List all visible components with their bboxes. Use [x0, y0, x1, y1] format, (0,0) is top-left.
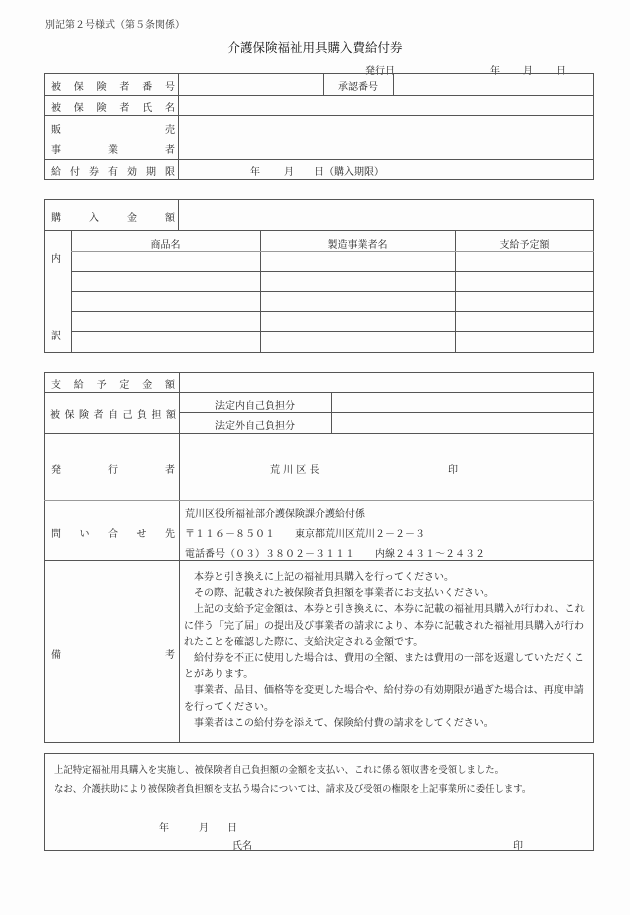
label-char: 付: [70, 167, 80, 178]
label-char: 保: [64, 410, 75, 421]
label-char: 番: [142, 82, 153, 93]
label-char: 自: [108, 410, 118, 421]
label-char: 険: [96, 82, 107, 93]
label-char: 合: [108, 529, 118, 540]
label-char: 者: [119, 103, 130, 114]
approval-number-label: 承認番号: [338, 82, 378, 93]
contact-address: 〒１１６－８５０１ 東京都荒川区荒川２－２－３: [185, 529, 425, 540]
label-char: 担: [151, 410, 162, 421]
label-char: 定: [119, 380, 130, 391]
label-char: 金: [127, 213, 137, 224]
issue-year-label: 年: [490, 66, 500, 77]
remarks-text: [184, 570, 592, 732]
label-char: 者: [165, 465, 175, 476]
label-char: 券: [89, 167, 99, 178]
label-char: 購: [51, 213, 61, 224]
purchase-amount-label: [51, 209, 175, 224]
remark-paragraph: 事業者、品目、価格等を変更した場合や、給付券の有効期限が過ぎた場合は、再度申請を行ってください。: [184, 685, 584, 713]
label-char: 事: [51, 145, 61, 156]
label-char: 負: [137, 410, 147, 421]
label-char: 先: [165, 529, 175, 540]
insured-number-label: [51, 78, 175, 93]
label-char: 備: [51, 650, 61, 661]
scheduled-amount-cell[interactable]: [456, 272, 593, 290]
label-char: 者: [93, 410, 104, 421]
label-char: 考: [165, 650, 175, 661]
product-name-cell[interactable]: [72, 332, 259, 350]
divider: [44, 500, 594, 501]
issue-month-label: 月: [523, 66, 533, 77]
insured-name-label: [51, 99, 175, 114]
label-char: 業: [108, 145, 118, 156]
statutory-in-field[interactable]: [332, 393, 592, 411]
label-char: 限: [165, 167, 175, 178]
label-char: い: [79, 529, 90, 540]
remark-paragraph: その際、記載された被保険者負担額を事業者にお支払いください。: [194, 588, 494, 600]
label-char: 額: [164, 380, 175, 391]
label-char: 名: [164, 103, 175, 114]
label-char: 保: [73, 82, 84, 93]
divider: [44, 159, 594, 160]
receipt-year: 年: [159, 823, 169, 834]
label-char: 販: [51, 125, 61, 136]
approval-number-field[interactable]: [394, 74, 592, 94]
self-pay-label: [50, 406, 176, 421]
statutory-out-label: 法定外自己負担分: [215, 421, 295, 432]
statutory-out-field[interactable]: [332, 413, 592, 432]
label-char: 発: [51, 465, 61, 476]
scheduled-amount-cell[interactable]: [456, 332, 593, 350]
manufacturer-cell[interactable]: [261, 312, 454, 330]
product-name-cell[interactable]: [72, 252, 259, 270]
insured-name-field[interactable]: [179, 96, 592, 114]
form-identifier: 別記第２号様式（第５条関係）: [45, 20, 185, 31]
label-char: 期: [146, 167, 156, 178]
name-label: 氏名: [232, 841, 252, 852]
contact-label: [51, 525, 175, 540]
label-char: 額: [166, 410, 176, 421]
remark-paragraph: 上記の支給予定金額は、本券と引き換えに、本券に記載の福祉用具購入が行われ、これに伴う「完了届」の提出及び事業者の請求により、本券に記載された福祉用具購入が行われたことを確認した際に、支給決定される金額です。: [184, 604, 585, 648]
issuer-seal: 印: [448, 465, 458, 476]
divider: [44, 560, 594, 561]
signature-seal: 印: [513, 841, 523, 852]
divider: [44, 433, 594, 434]
label-char: 額: [165, 213, 175, 224]
validity-month: 月: [284, 167, 294, 178]
contact-phone: 電話番号（０３）３８０２－３１１１ 内線２４３１～２４３２: [185, 549, 485, 560]
vendor-label-line2: [51, 141, 175, 156]
receipt-month: 月: [199, 823, 209, 834]
label-char: 効: [127, 167, 137, 178]
issuer-label: [51, 461, 175, 476]
label-char: 給: [51, 167, 61, 178]
manufacturer-cell[interactable]: [261, 332, 454, 350]
remark-paragraph: 本券と引き換えに上記の福祉用具購入を行ってください。: [194, 572, 454, 583]
remark-paragraph: 給付券を不正に使用した場合は、費用の全額、または費用の一部を返還していただくことがあります。: [184, 653, 584, 681]
label-char: 険: [79, 410, 89, 421]
column-header-product: 商品名: [150, 240, 181, 251]
issuer-name: 荒 川 区 長: [270, 465, 320, 476]
validity-year: 年: [250, 167, 260, 178]
validity-label: [51, 163, 175, 178]
manufacturer-cell[interactable]: [261, 272, 454, 290]
issue-day-label: 日: [556, 66, 566, 77]
manufacturer-cell[interactable]: [261, 252, 454, 270]
vendor-label-line1: [51, 121, 175, 136]
purchase-amount-field[interactable]: [179, 200, 592, 229]
product-name-cell[interactable]: [72, 312, 259, 330]
product-name-cell[interactable]: [72, 272, 259, 290]
remark-paragraph: 事業者はこの給付券を添えて、保険給付費の請求をしてください。: [194, 717, 494, 729]
scheduled-amount-cell[interactable]: [456, 292, 593, 310]
label-char: 売: [165, 125, 175, 136]
scheduled-amount-cell[interactable]: [456, 312, 593, 330]
delegation-statement: なお、介護扶助により被保険者負担額を支払う場合については、請求及び受領の権限を上記事業所に委任します。: [54, 784, 532, 795]
validity-day: 日（購入期限）: [314, 167, 384, 178]
product-name-cell[interactable]: [72, 292, 259, 310]
label-char: 号: [164, 82, 175, 93]
label-char: 金: [142, 380, 153, 391]
insured-number-field[interactable]: [179, 74, 322, 94]
label-char: 給: [73, 380, 84, 391]
breakdown-label-bottom: 訳: [51, 331, 61, 342]
vendor-field[interactable]: [179, 116, 592, 158]
name-field[interactable]: [260, 834, 500, 849]
label-char: 険: [96, 103, 107, 114]
label-char: 氏: [142, 103, 153, 114]
scheduled-payment-field[interactable]: [180, 373, 592, 391]
label-char: 行: [108, 465, 118, 476]
label-char: 問: [51, 529, 61, 540]
label-char: 己: [122, 410, 133, 421]
label-char: 有: [108, 167, 118, 178]
scheduled-payment-label: [51, 376, 175, 391]
label-char: 予: [96, 380, 107, 391]
label-char: せ: [136, 529, 147, 540]
remarks-label: [51, 646, 175, 661]
contact-department: 荒川区役所福祉部介護保険課介護給付係: [185, 509, 365, 520]
label-char: 被: [51, 82, 61, 93]
receipt-statement: 上記特定福祉用具購入を実施し、被保険者自己負担額の金額を支払い、これに係る領収書を受領しました。: [54, 765, 505, 776]
label-char: 入: [89, 213, 99, 224]
breakdown-label-top: 内: [51, 254, 61, 265]
scheduled-amount-cell[interactable]: [456, 252, 593, 270]
label-char: 支: [51, 380, 61, 391]
label-char: 者: [119, 82, 130, 93]
label-char: 被: [51, 103, 61, 114]
divider: [44, 230, 594, 231]
manufacturer-cell[interactable]: [261, 292, 454, 310]
label-char: 保: [73, 103, 84, 114]
column-header-manufacturer: 製造事業者名: [327, 240, 388, 251]
label-char: 者: [165, 145, 175, 156]
label-char: 被: [50, 410, 60, 421]
column-header-scheduled-amount: 支給予定額: [499, 240, 550, 251]
issue-date-label: 発行日: [365, 66, 395, 77]
statutory-in-label: 法定内自己負担分: [215, 401, 295, 412]
document-title: 介護保険福祉用具購入費給付券: [227, 40, 403, 55]
receipt-day: 日: [227, 823, 237, 834]
